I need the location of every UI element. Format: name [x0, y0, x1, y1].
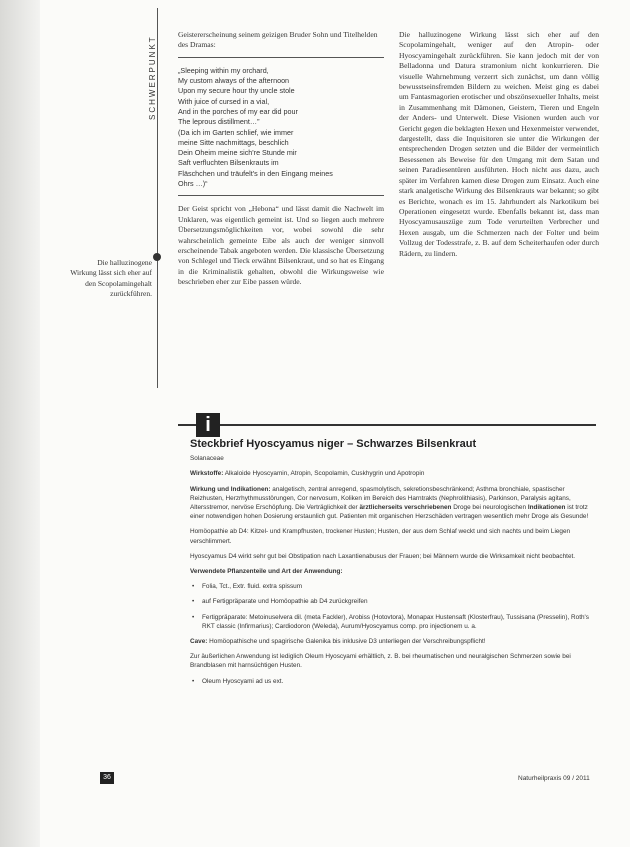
- poem-line: Saft verfluchten Bilsenkrauts im: [178, 158, 279, 168]
- wirkstoffe-paragraph: [190, 469, 590, 478]
- poem-line: Ohrs …)“: [178, 179, 208, 189]
- binding-shadow: [0, 0, 40, 847]
- info-box-title: Steckbrief Hyoscyamus niger – Schwarzes Bilsenkraut: [190, 438, 477, 450]
- info-box: [178, 424, 596, 782]
- poem-quote: [178, 66, 384, 190]
- body-text-middle: Der Geist spricht von „Hebona“ und lässt damit die Nachwelt im Unklaren, was eigentlich gemeint ist. Und so liegen auch mehrere Übersetzungsmöglichkeiten vor, wobei sowohl die sehr wahrscheinlich gemeinte Eibe als auch der weniger sinnvoll erscheinende Tabak angeboten werden. Die klassische Übersetzung von Schlegel und Tieck erwähnt Bilsenkraut, und so hat es Eingang in die Kriminalistik gehalten, obwohl die Wirkungsweise wie beschrieben eher zur Eibe passen würde.: [178, 204, 384, 287]
- cave-label: Cave:: [190, 638, 208, 646]
- rule-bottom: [178, 195, 384, 196]
- poem-line: meine Sitte nachmittags, beschlich: [178, 137, 289, 147]
- section-label: SCHWERPUNKT: [148, 35, 157, 120]
- cave-text: Homöopathische und spagirische Galenika bis inklusive D3 unterliegen der Verschreibungspflicht!: [207, 638, 486, 646]
- indikationen-text: analgetisch, zentral anregend, spasmolytisch, sekretionsbeschränkend; Asthma bronchiale, spastischer Reizhusten, Herzrhythmusstörungen, Cor nervosum, Koliken im Bereich des Harntrakts (Nephrolithiasis), Parkinson, Paralysis agitans, Altersstremor, nervöse Erschöpfung. Die Verträglichkeit der: [190, 485, 571, 512]
- aeusserlich-paragraph: Zur äußerlichen Anwendung ist lediglich Oleum Hyoscyami erhältlich, z. B. bei rheumatischen und neuralgischen Schmerzen sowie bei Brandblasen mit harnsüchtigen Husten.: [190, 653, 571, 670]
- d4-paragraph: Hyoscyamus D4 wirkt sehr gut bei Obstipation nach Laxantienabusus der Frauen; bei Männern wurde die Wirksamkeit nicht beobachtet.: [190, 552, 576, 560]
- info-icon: i: [196, 413, 220, 437]
- wirkstoffe-text: Alkaloide Hyoscyamin, Atropin, Scopolamin, Cuskhygrin und Apotropin: [223, 470, 425, 478]
- intro-text: Geistererscheinung seinem geizigen Bruder Sohn und Titelhelden des Dramas:: [178, 30, 378, 50]
- margin-note-marker: [153, 253, 161, 261]
- pflanzenteile-heading: Verwendete Pflanzenteile und Art der Anwendung:: [190, 568, 343, 576]
- indikationen-label-2: Indikationen: [527, 504, 566, 512]
- list-item: • Folia, Tct., Extr. fluid. extra spissum: [190, 582, 590, 591]
- indikationen-text-3: ist trotz einer notwendigen hohen Dosierung erstaunlich gut. Patienten mit organischen Herzschäden vertragen wesentlich mehr Droge als Gesunde!: [190, 504, 589, 521]
- anwendung-list: [190, 582, 590, 631]
- poem-line: My custom always of the afternoon: [178, 76, 290, 86]
- list-item: • Oleum Hyoscyami ad us ext.: [190, 677, 590, 686]
- verschrieben-label: ärztlicherseits verschriebenen: [359, 504, 452, 512]
- poem-line: Upon my secure hour thy uncle stole: [178, 86, 295, 96]
- poem-line: Fläschchen und träufelt's in den Eingang meines: [178, 168, 333, 178]
- poem-line: And in the porches of my ear did pour: [178, 107, 298, 116]
- indikationen-paragraph: [190, 485, 590, 522]
- poem-line: Dein Oheim meine sich're Stunde mir: [178, 148, 297, 158]
- homoeopathie-paragraph: Homöopathie ab D4: Kitzel- und Krampfhusten, trockener Husten; Husten, der aus dem Schlaf weckt und sich nachts und beim Liegen verschlimmert.: [190, 528, 571, 545]
- poem-line: „Sleeping within my orchard,: [178, 65, 269, 75]
- list-item: • auf Fertigpräparate und Homöopathie ab D4 zurückgreifen: [190, 597, 590, 606]
- right-column: [399, 30, 599, 259]
- info-box-content: [190, 440, 590, 692]
- page-number: 36: [100, 772, 114, 784]
- cave-paragraph: [190, 637, 590, 646]
- poem-line: The leprous distillment…”: [178, 117, 260, 127]
- wirkstoffe-label: Wirkstoffe:: [190, 470, 224, 478]
- indikationen-text-2: Droge bei neurologischen: [451, 504, 528, 512]
- poem-line: With juice of cursed in a vial,: [178, 96, 270, 106]
- list-item: • Fertigpräparate: Metoinuselvera dil. (meta Fackler), Arobiss (Hotovtora), Monapax Hustensaft (Klosterfrau), Tussisana (Presselin), Roth's RKT classic (Infirmarius); Cardiodoron (Weleda), Aurum/Hyoscyamus comp. pro injectionem u. a.: [190, 613, 590, 631]
- section-divider: [157, 8, 158, 388]
- journal-footer: Naturheilpraxis 09 / 2011: [518, 775, 590, 782]
- aeusserlich-list: [190, 677, 590, 686]
- plant-family: Solanaceae: [190, 455, 224, 463]
- middle-column: [178, 30, 384, 288]
- rule-top: [178, 57, 384, 58]
- margin-note: Die halluzinogene Wirkung lässt sich eher auf den Scopolamingehalt zurückführen.: [70, 258, 152, 299]
- poem-line: (Da ich im Garten schlief, wie immer: [178, 127, 294, 137]
- body-text-right: Die halluzinogene Wirkung lässt sich eher auf den Scopolamingehalt, weniger auf den Atropin- oder Hyoscyamingehalt zurückführen. Sie kann jedoch mit der von Belladonna und Datura stramonium nicht konkurrieren. Die visuelle Wahrnehmung verzerrt sich zunächst, um dann völlig bewusstseinsfremden Bildern zu weichen. Meist ging es dabei um Fantasmagorien erotischer und obszönsexueller Inhalts, meist in Zusammenhang mit Dämonen, Geistern, Tieren und Engeln der Anders- und Unterwelt. Diese Visionen wurden auch vor Gericht gegen die beklagten Hexen und Hexenmeister verwendet, dargestellt, dass die Inquisitoren sie unter die Wirkungen der entsprechenden Drogen setzten und die Bilder der vermeintlich Besessenen als Beweise für den Umgang mit dem Satan und seinen Paradiesentüren ausführten. Hoch nicht aus dazu, auch später im Verfahren kamen diese Drogen zum Einsatz. Auch eine stark analgetische Wirkung des Bilsenkrauts war bekannt; so gibt es Berichte, wonach es im 15. Jahrhundert als Narkotikum bei Operationen eingesetzt wurde. Ebenfalls bekannt ist, dass man Hyoscyamusauszüge zum Tode verurteilten Verbrecher und Hexen ausgab, um die Schmerzen nach der Folter und beim Vollzug der Todesstrafe, z. B. auf dem Scheiterhaufen oder durch Rädern, zu lindern.: [399, 30, 599, 258]
- indikationen-label: Wirkung und Indikationen:: [190, 485, 271, 493]
